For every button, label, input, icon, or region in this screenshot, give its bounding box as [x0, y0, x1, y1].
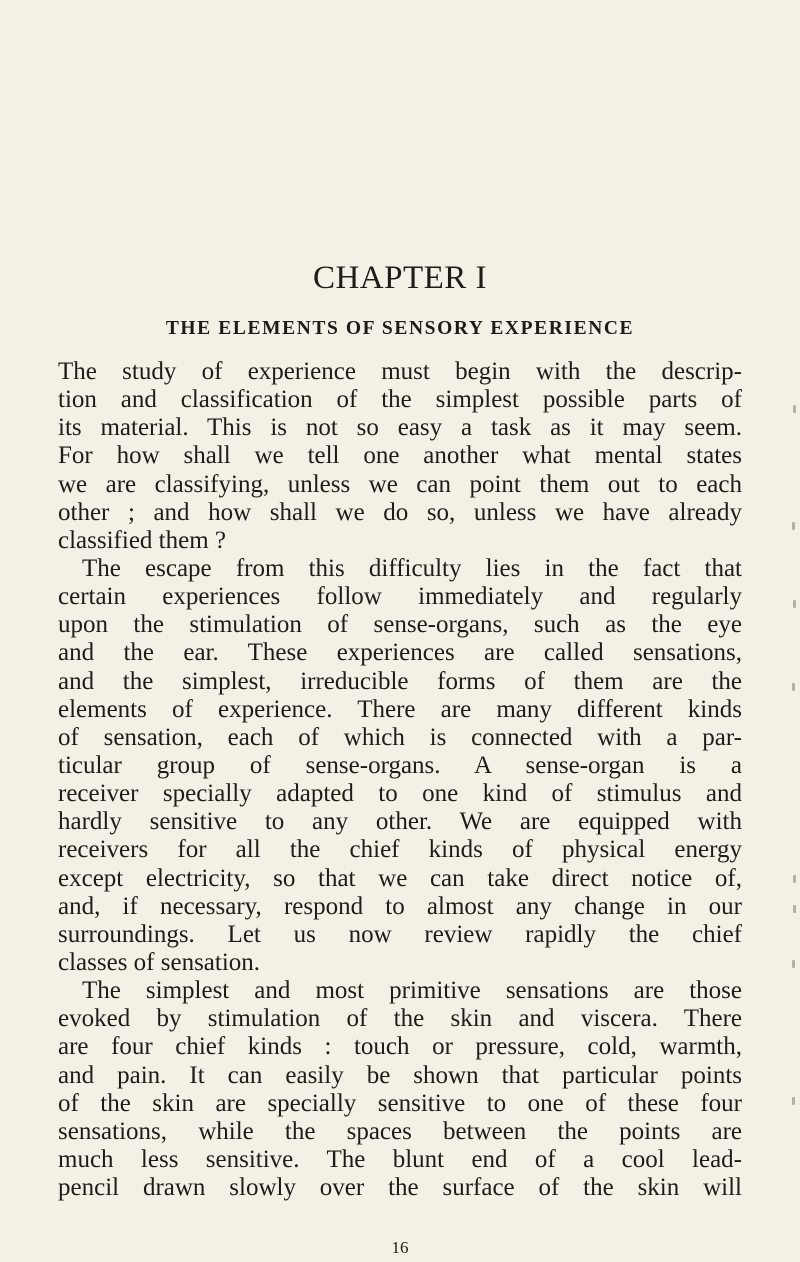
text-line: and the simplest, irreducible forms of them are the: [58, 667, 742, 695]
text-line: pencil drawn slowly over the surface of the skin will: [58, 1174, 742, 1202]
chapter-subtitle: THE ELEMENTS OF SENSORY EXPERIENCE: [165, 318, 635, 339]
text-line: The study of experience must begin with the descrip-: [58, 358, 742, 385]
body-text: [58, 358, 742, 1202]
text-line: and the ear. These experiences are called sensations,: [58, 639, 742, 667]
scan-artifact: [792, 522, 795, 530]
text-line: except electricity, so that we can take direct notice of,: [58, 864, 742, 892]
text-line: sensations, while the spaces between the points are: [58, 1117, 742, 1145]
text-line: its material. This is not so easy a task as it may seem.: [58, 414, 742, 442]
text-line: and, if necessary, respond to almost any change in our: [58, 892, 742, 920]
chapter-heading: CHAPTER I: [312, 260, 488, 296]
text-line: receivers for all the chief kinds of physical energy: [58, 836, 742, 864]
scan-artifact: [792, 960, 795, 968]
text-line: and pain. It can easily be shown that particular points: [58, 1061, 742, 1089]
page-number: 16: [391, 1238, 409, 1257]
scan-artifact: [792, 1097, 795, 1105]
text-line: tion and classification of the simplest possible parts of: [58, 386, 742, 414]
text-line: For how shall we tell one another what mental states: [58, 442, 742, 470]
text-line: classes of sensation.: [58, 948, 261, 976]
text-line: upon the stimulation of sense-organs, such as the eye: [58, 611, 742, 639]
text-line: evoked by stimulation of the skin and viscera. There: [58, 1005, 742, 1033]
scan-artifact: [792, 683, 795, 691]
text-line: of sensation, each of which is connected with a par-: [58, 723, 742, 751]
scan-artifact: [793, 905, 796, 913]
scan-artifact: [793, 875, 796, 883]
text-line: classified them ?: [58, 526, 226, 554]
text-line: much less sensitive. The blunt end of a cool lead-: [58, 1145, 742, 1173]
text-line: hardly sensitive to any other. We are equipped with: [58, 808, 742, 836]
text-line: ticular group of sense-organs. A sense-organ is a: [58, 751, 742, 779]
text-line: receiver specially adapted to one kind of stimulus and: [58, 780, 742, 808]
scan-artifact: [793, 600, 796, 608]
text-line: certain experiences follow immediately and regularly: [58, 583, 742, 611]
text-line: The simplest and most primitive sensations are those: [82, 977, 742, 1005]
text-line: other ; and how shall we do so, unless we have already: [58, 498, 742, 526]
text-line: surroundings. Let us now review rapidly the chief: [58, 920, 742, 948]
scan-artifact: [793, 405, 796, 413]
text-line: The escape from this difficulty lies in the fact that: [82, 554, 742, 582]
text-line: elements of experience. There are many different kinds: [58, 695, 742, 723]
text-line: we are classifying, unless we can point them out to each: [58, 470, 742, 498]
text-line: of the skin are specially sensitive to one of these four: [58, 1089, 742, 1117]
text-line: are four chief kinds : touch or pressure, cold, warmth,: [58, 1033, 742, 1061]
